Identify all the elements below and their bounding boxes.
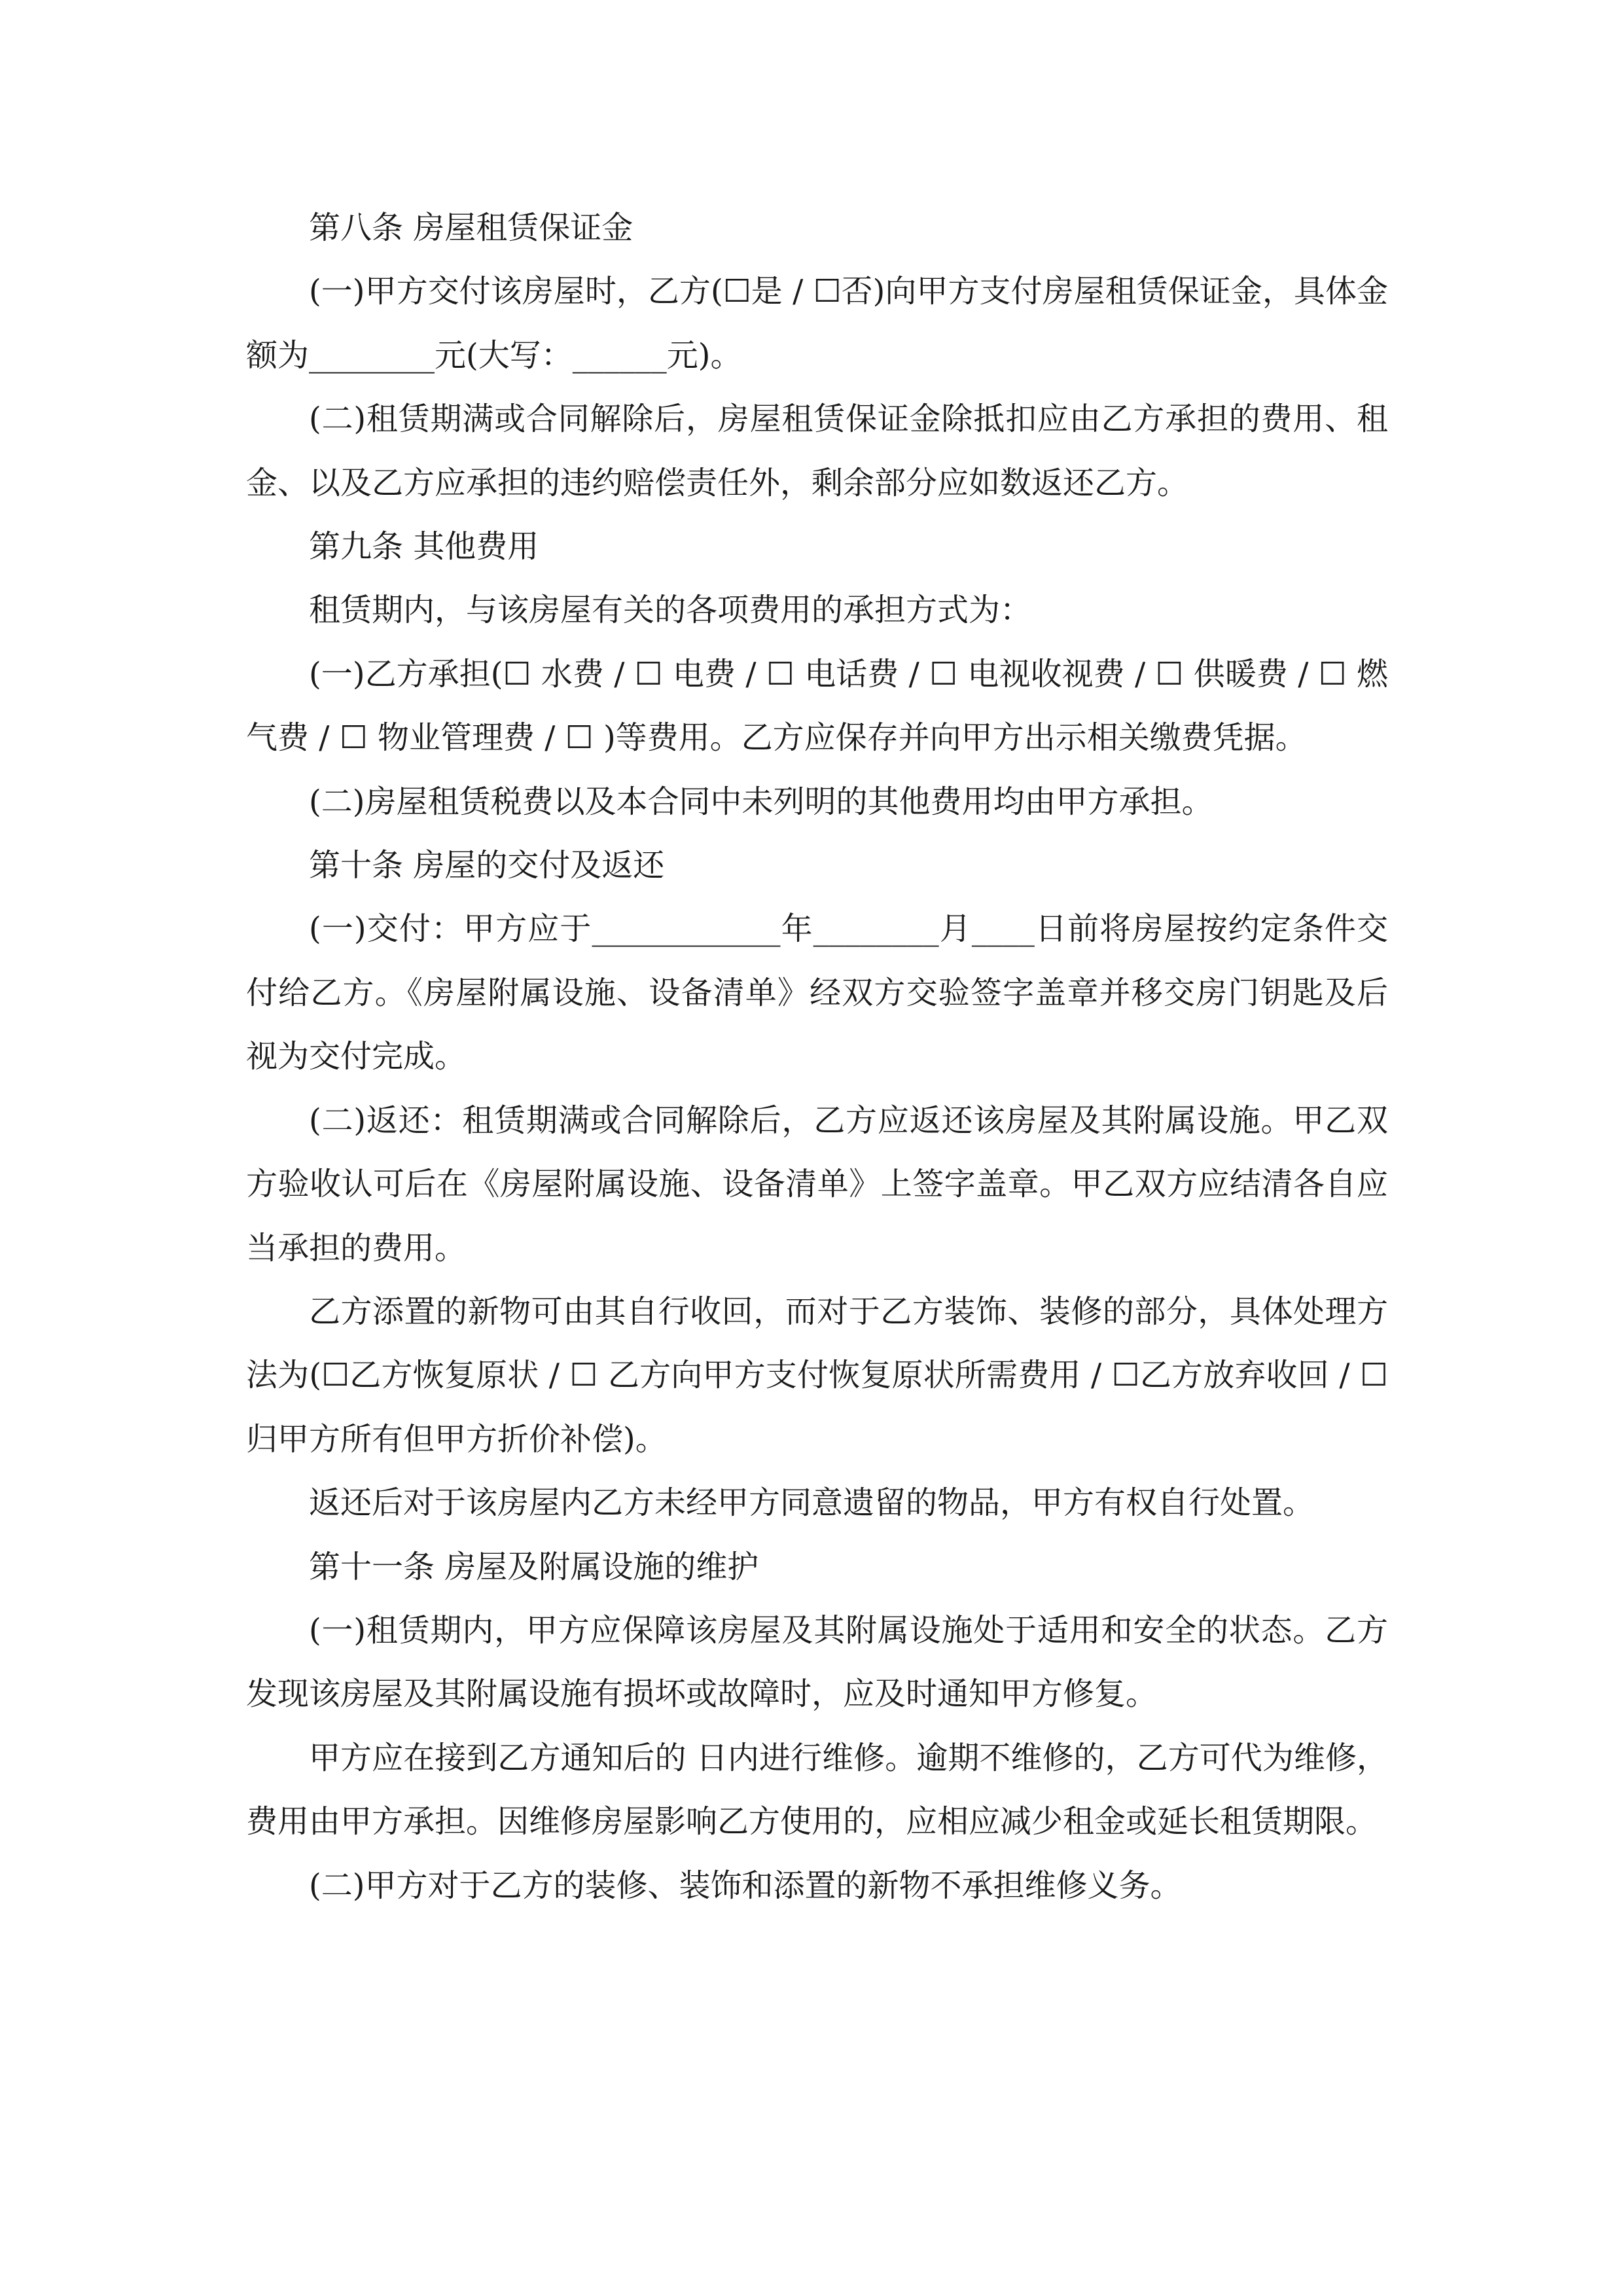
article-11-heading: 第十一条 房屋及附属设施的维护 xyxy=(309,1548,759,1585)
contract-body xyxy=(246,196,1388,1918)
article-9-intro: 租赁期内，与该房屋有关的各项费用的承担方式为： xyxy=(309,592,1032,629)
article-9-clause-2: (二)房屋租赁税费以及本合同中未列明的其他费用均由甲方承担。 xyxy=(309,783,1213,820)
article-11-paragraph-2: 甲方应在接到乙方通知后的 日内进行维修。逾期不维修的，乙方可代为维修，费用由甲方承担。因维修房屋影响乙方使用的，应相应减少租金或延长租赁期限。 xyxy=(246,1739,1388,1840)
article-11-clause-2: (二)甲方对于乙方的装修、装饰和添置的新物不承担维修义务。 xyxy=(309,1867,1182,1904)
article-8-heading: 第八条 房屋租赁保证金 xyxy=(309,209,633,246)
article-9-clause-1: (一)乙方承担(☐ 水费 / ☐ 电费 / ☐ 电话费 / ☐ 电视收视费 / ☐ 供暖费 / ☐ 燃气费 / ☐ 物业管理费 / ☐ )等费用。乙方应保存并向甲方出示相关缴费凭据。 xyxy=(246,655,1388,757)
article-8-clause-1: (一)甲方交付该房屋时，乙方(☐是 / ☐否)向甲方支付房屋租赁保证金，具体金额为________元(大写：______元)。 xyxy=(246,273,1388,374)
article-10-paragraph-3: 乙方添置的新物可由其自行收回，而对于乙方装饰、装修的部分，具体处理方法为(☐乙方恢复原状 / ☐ 乙方向甲方支付恢复原状所需费用 / ☐乙方放弃收回 / ☐归甲方所有但甲方折价补偿)。 xyxy=(246,1293,1388,1458)
article-10-paragraph-4: 返还后对于该房屋内乙方未经甲方同意遗留的物品，甲方有权自行处置。 xyxy=(309,1484,1315,1522)
article-8-clause-2: (二)租赁期满或合同解除后，房屋租赁保证金除抵扣应由乙方承担的费用、租金、以及乙方应承担的违约赔偿责任外，剩余部分应如数返还乙方。 xyxy=(246,401,1388,501)
article-9-heading: 第九条 其他费用 xyxy=(309,528,539,565)
article-10-clause-1: (一)交付：甲方应于____________年________月____日前将房屋按约定条件交付给乙方。《房屋附属设施、设备清单》经双方交验签字盖章并移交房门钥匙及后视为交付完成。 xyxy=(246,910,1388,1075)
article-11-clause-1: (一)租赁期内，甲方应保障该房屋及其附属设施处于适用和安全的状态。乙方发现该房屋及其附属设施有损坏或故障时，应及时通知甲方修复。 xyxy=(246,1611,1388,1713)
article-10-heading: 第十条 房屋的交付及返还 xyxy=(309,847,665,884)
article-10-clause-2: (二)返还：租赁期满或合同解除后，乙方应返还该房屋及其附属设施。甲乙双方验收认可后在《房屋附属设施、设备清单》上签字盖章。甲乙双方应结清各自应当承担的费用。 xyxy=(246,1102,1388,1266)
